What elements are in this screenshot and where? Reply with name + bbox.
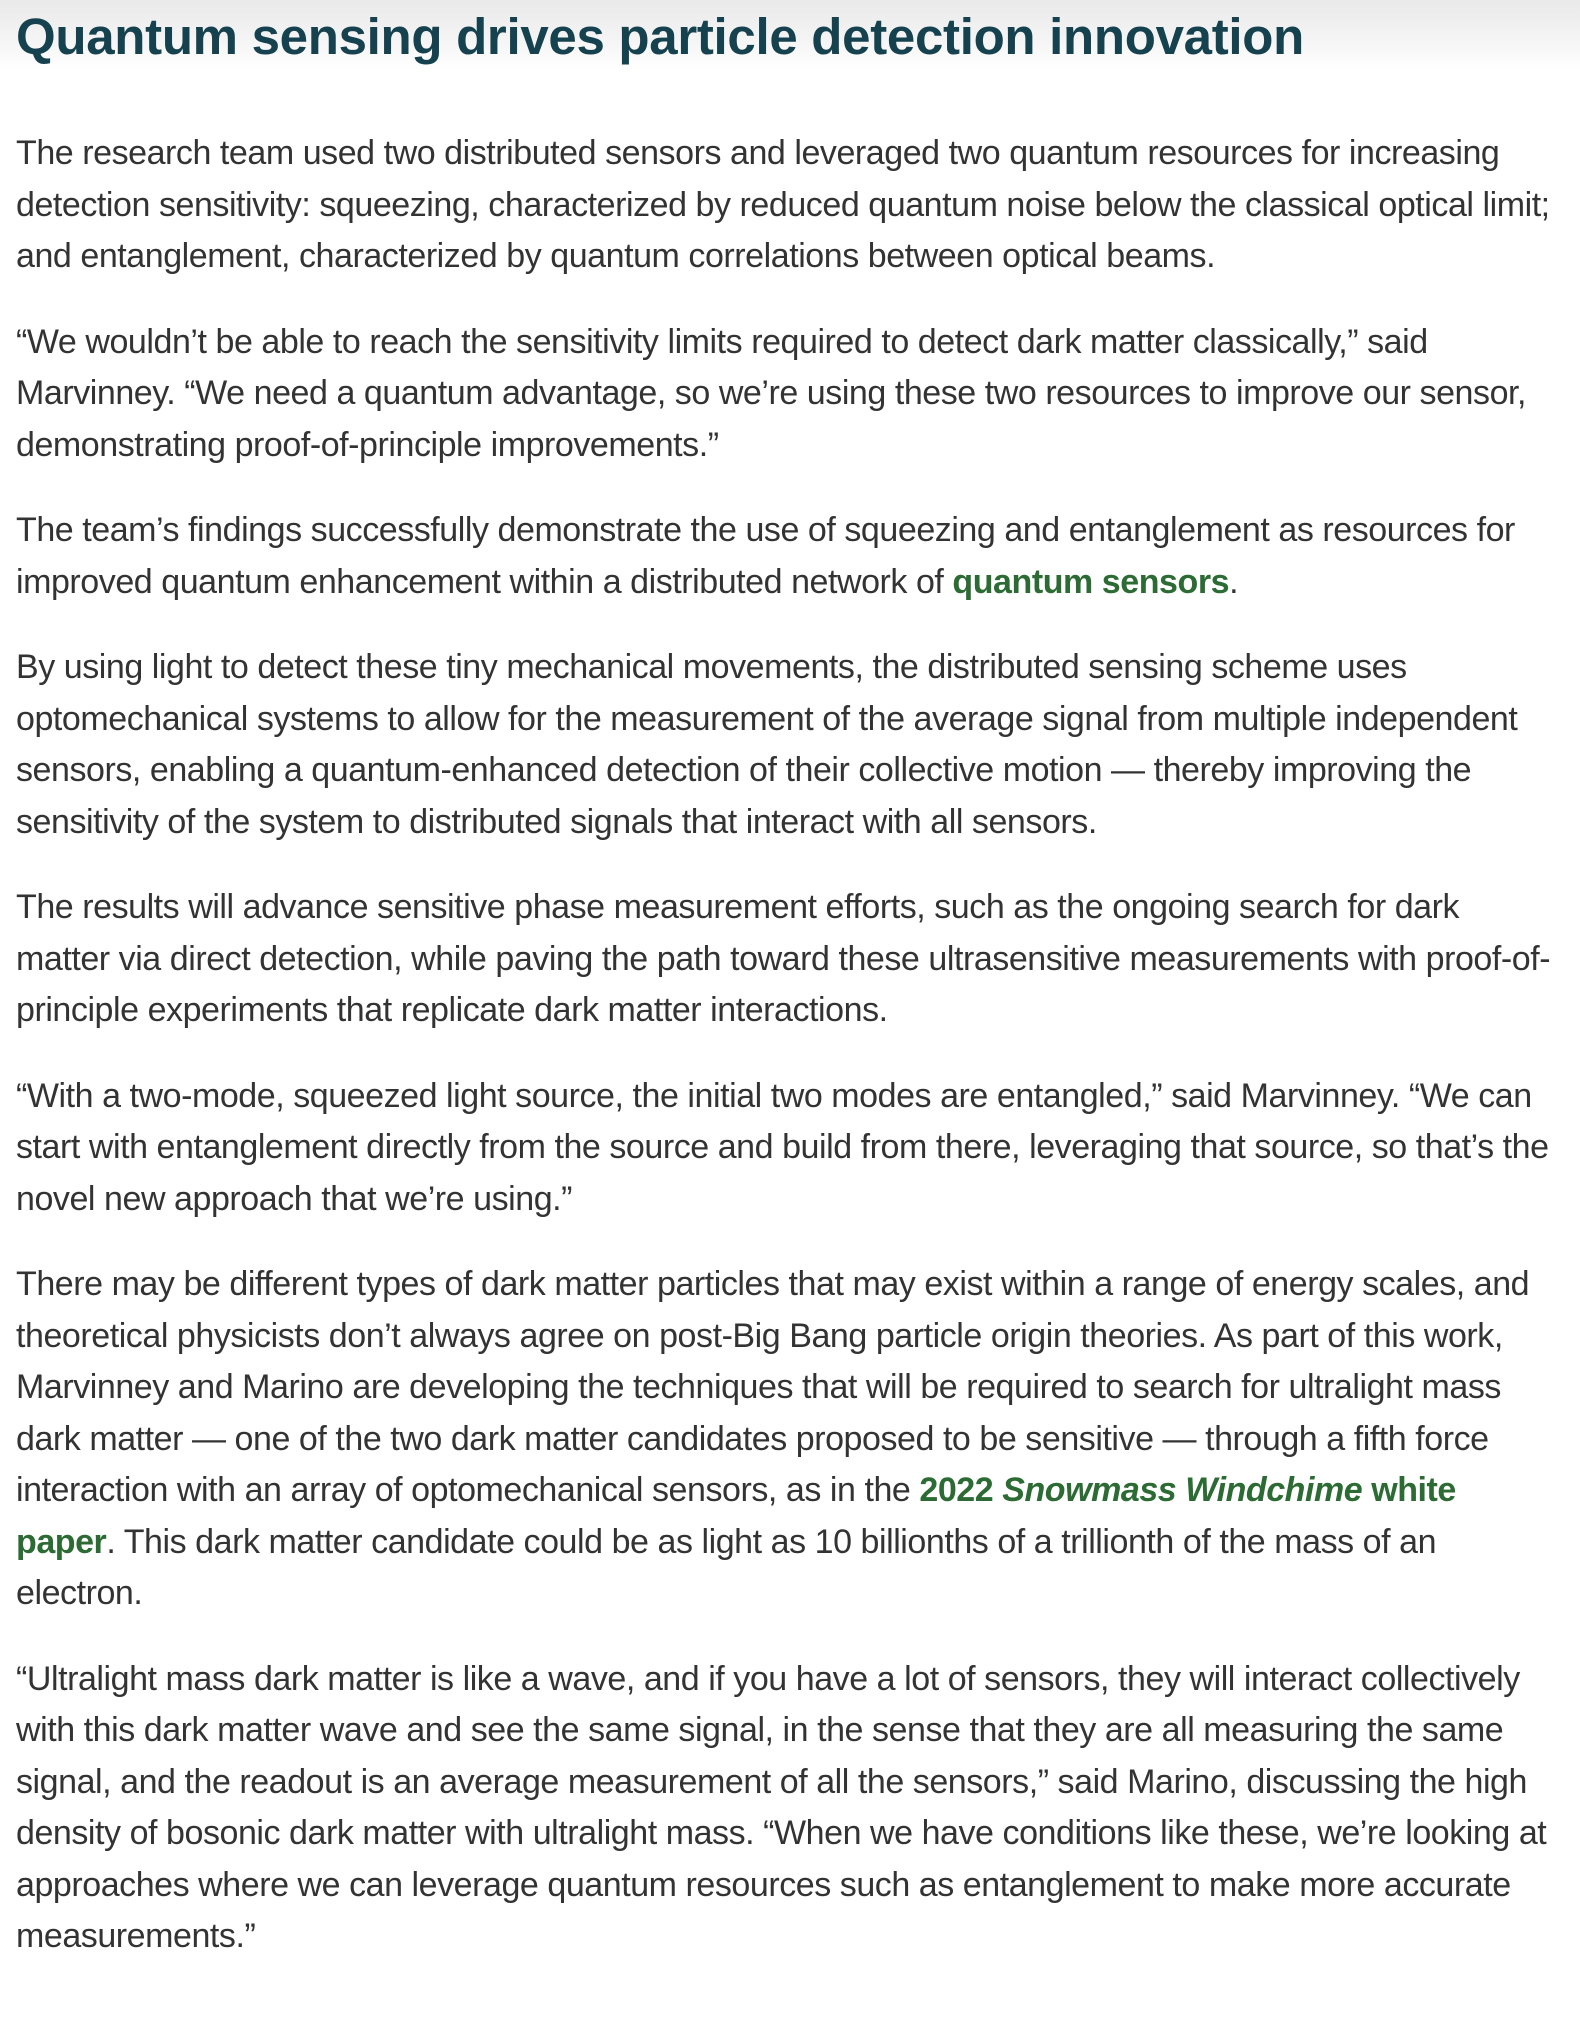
article-title: Quantum sensing drives particle detection innovation — [16, 8, 1304, 65]
paragraph-3 — [16, 505, 1560, 608]
paragraph-3-text-after: . — [1229, 562, 1239, 601]
paragraph-7-text-after: . This dark matter candidate could be as light as 10 billionths of a trillionth of the mass of an electron. — [16, 1522, 1437, 1612]
paragraph-7 — [16, 1259, 1560, 1620]
paragraph-4: By using light to detect these tiny mechanical movements, the distributed sensing scheme uses optomechanical systems to allow for the measurement of the average signal from multiple independent sensors, enabling a quantum-enhanced detection of their collective motion — thereby improving the sensitivity of the system to distributed signals that interact with all sensors. — [16, 648, 1518, 841]
paragraph-3-text-before: The team’s findings successfully demonstrate the use of squeezing and entanglement as resources for improved quantum enhancement within a distributed network of — [16, 511, 1515, 601]
paragraph-8: “Ultralight mass dark matter is like a wave, and if you have a lot of sensors, they will interact collectively with this dark matter wave and see the same signal, in the sense that they are all measuring the same signal, and the readout is an average measurement of all the sensors,” said Marino, discussing the high density of bosonic dark matter with ultralight mass. “When we have conditions like these, we’re looking at approaches where we can leverage quantum resources such as entanglement to make more accurate measurements.” — [16, 1659, 1547, 1955]
paragraph-5: The results will advance sensitive phase measurement efforts, such as the ongoing search for dark matter via direct detection, while paving the path toward these ultrasensitive measurements with proof-of-principle experiments that replicate dark matter interactions. — [16, 888, 1551, 1029]
paragraph-2: “We wouldn’t be able to reach the sensitivity limits required to detect dark matter classically,” said Marvinney. “We need a quantum advantage, so we’re using these two resources to improve our sensor, demonstrating proof-of-principle improvements.” — [16, 322, 1527, 464]
paragraph-1: The research team used two distributed sensors and leveraged two quantum resources for increasing detection sensitivity: squeezing, characterized by reduced quantum noise below the classical optical limit; and entanglement, characterized by quantum correlations between optical beams. — [16, 134, 1550, 275]
quantum-sensors-link[interactable]: quantum sensors — [952, 562, 1230, 601]
paragraph-7-text-before: There may be different types of dark matter particles that may exist within a range of energy scales, and theoretical physicists don’t always agree on post-Big Bang particle origin theories. As part of this work, Marvinney and Marino are developing the techniques that will be required to search for ultralight mass dark matter — one of the two dark matter candidates proposed to be sensitive — through a fifth force interaction with an array of optomechanical sensors, as in the — [16, 1265, 1530, 1509]
link-italic-title: Snowmass Windchime — [1002, 1471, 1363, 1509]
link-year: 2022 — [919, 1471, 1003, 1509]
paragraph-6: “With a two-mode, squeezed light source, the initial two modes are entangled,” said Marvinney. “We can start with entanglement directly from the source and build from there, leveraging that source, so that’s the novel new approach that we’re using.” — [16, 1076, 1549, 1218]
article — [16, 0, 1560, 1963]
link-suffix: white paper — [16, 1471, 1456, 1561]
